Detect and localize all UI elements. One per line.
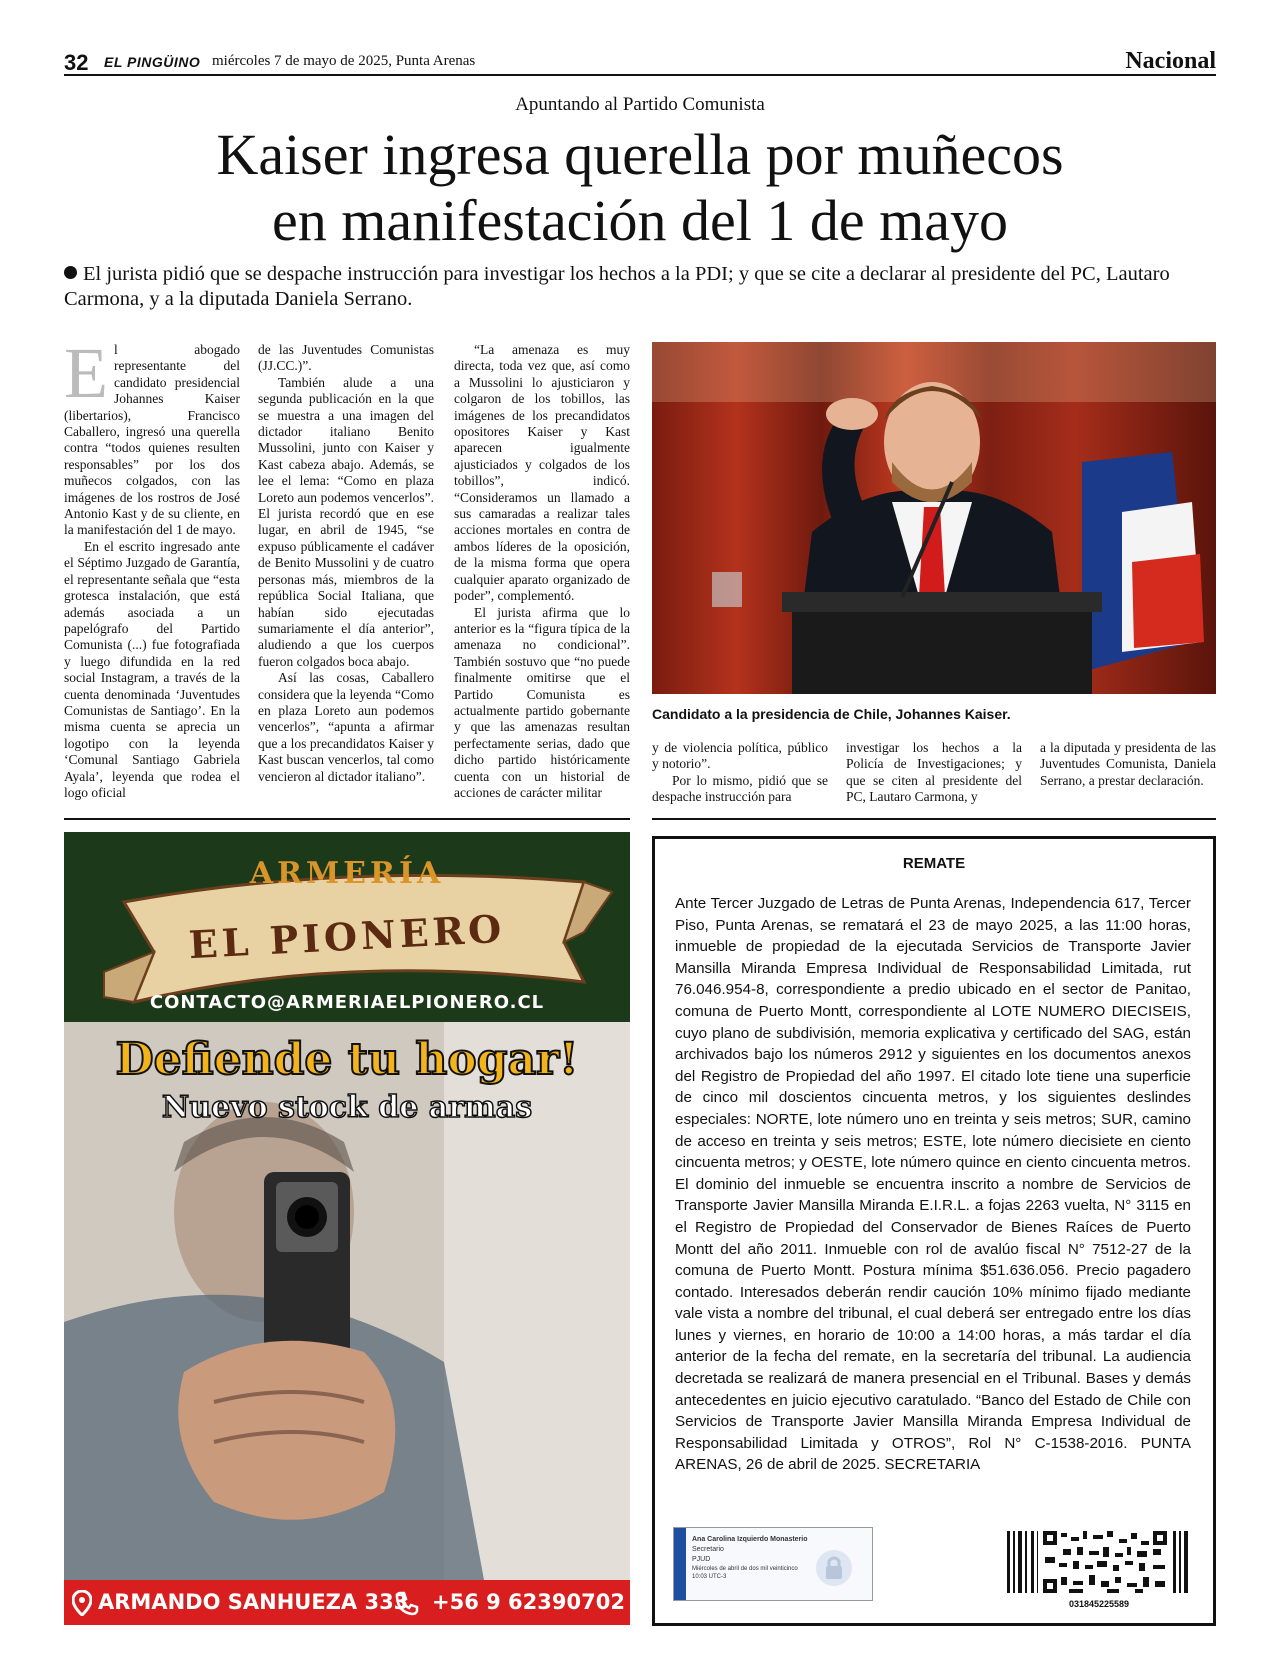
lock-icon [814, 1548, 854, 1588]
phone-icon [394, 1590, 420, 1616]
page-header [64, 48, 1216, 76]
paragraph: También alude a una segunda publicación en la que se muestra a una imagen del dictador italiano Benito Mussolini, junto con Kaiser y Kast cabeza abajo. Además, se lee el lema: “Como en plaza Loreto aun podemos vencerlos”. El jurista recordó que en ese lugar, en abril de 1945, “se expuso públicamente el cadáver de Benito Mussolini y de cuatro personas más, miembros de la república Social Italiana, que habían sido ejecutadas sumariamente el día anterior”, aludiendo a que los cuerpos fueron colgados boca abajo. [258, 374, 434, 669]
deck-text: El jurista pidió que se despache instrucción para investigar los hechos a la PDI; y que se cite a declarar al presidente del PC, Lautaro Carmona, y a la diputada Daniela Serrano. [64, 263, 1170, 310]
ad-brand-line-2: EL PIONERO [187, 905, 507, 968]
ad-phone[interactable]: +56 9 62390702 [432, 1590, 625, 1614]
article-column-3 [454, 342, 630, 801]
remate-title: REMATE [902, 855, 966, 872]
dateline: miércoles 7 de mayo de 2025, Punta Arenas [212, 53, 476, 69]
article-column-2 [258, 342, 434, 785]
article-kicker: Apuntando al Partido Comunista [515, 94, 765, 115]
paragraph: Así las cosas, Caballero considera que la leyenda “Como en plaza Loreto aun podemos vencerlos”, “apunta a afirmar que a los precandidatos Kaiser y Kast buscan vencerlos, tal como vencieron al dictador italiano”. [258, 670, 434, 784]
divider [64, 818, 630, 820]
paragraph-text: l abogado representante del candidato presidencial Johannes Kaiser (libertarios), Francisco Caballero, ingresó una querella contra “todos quienes resulten responsables” por los dos muñecos colgados, con las imágenes de los rostros de José Antonio Kast y de su cliente, en la manifestación del 1 de mayo. [64, 342, 240, 538]
ad-slogan: Defiende tu hogar! [115, 1034, 579, 1085]
remate-body: Ante Tercer Juzgado de Letras de Punta Arenas, Independencia 617, Tercer Piso, Punta Arenas, se rematará el 23 de mayo 2025, a las 11:00 horas, inmueble de propiedad de la ejecutada Servicios de Transporte Javier Mansilla Miranda Empresa Individual de Responsabilidad Limitada, rut 76.046.954-8, correspondiente a predio ubicado en el sector de Panitao, comuna de Puerto Montt, correspondiente al LOTE NUMERO DIECISEIS, cuyo plano de subdivisión, memoria explicativa y certificado del SAG, están archivados bajo los números 2912 y siguientes en los documentos anexos del Registro de Propiedad del año 1997. El citado lote tiene una superficie de cinco mil doscientos cincuenta metros, y los siguientes deslindes especiales: NORTE, lote número uno en treinta y seis metros; SUR, camino de acceso en treinta y seis metros; ESTE, lote número diecisiete en ciento cincuenta metros; y OESTE, lote número quince en ciento cincuenta metros. El dominio del inmueble se encuentra inscrito a nombre de Servicios de Transporte Javier Mansilla Miranda E.I.R.L. a fojas 2263 vuelta, N° 3115 en el Registro de Propiedad del Conservador de Bienes Raíces de Puerto Montt del año 2011. Inmueble con rol de avalúo fiscal N° 7512-27 de la comuna de Puerto Montt. Postura mínima $51.636.056. Precio pagadero contado. Interesados deberán rendir caución 10% mínimo fijado mediante vale vista a nombre del tribunal, el cual deberá ser entregado entre los días lunes y viernes, en horario de 10:00 a 14:00 horas, a más tardar el día anterior de la fecha del remate, en la secretaría del tribunal. La audiencia decretada se realizará de manera presencial en el Tribunal. Bases y demás antecedentes en juicio ejecutivo caratulado. “Banco del Estado de Chile con Servicios de Transporte Javier Mansilla Miranda Empresa Individual de Responsabilidad Limitada y OTROS”, Rol N° C-1538-2016. PUNTA ARENAS, 26 de abril de 2025. SECRETARIA [675, 895, 1191, 1474]
photo-kaiser-podium [652, 342, 1216, 694]
paragraph: El jurista afirma que lo anterior es la “figura típica de la amenaza no condicional”. También sostuvo que “no puede finalmente omitirse que el Partido Comunista es actualmente partido gobernante y que las amenazas resultan perfectamente serias, dado que dicho partido históricamente cuenta con un historial de acciones de carácter militar [454, 604, 630, 800]
signature-stripe [674, 1528, 686, 1600]
verification-barcode [1007, 1531, 1191, 1593]
paragraph: investigar los hechos a la Policía de Investigaciones; y que se citen al presidente del PC, Lautaro Carmona, y [846, 740, 1022, 805]
paragraph: y de violencia política, público y notorio”. [652, 740, 828, 772]
article-column-4 [652, 740, 828, 806]
paragraph: Por lo mismo, pidió que se despache instrucción para [652, 772, 828, 805]
signer-org: PJUD [692, 1556, 711, 1563]
signer-note: Miércoles de abril de dos mil veinticinco [692, 1566, 798, 1572]
signer-name: Ana Carolina Izquierdo Monasterio [692, 1536, 808, 1543]
paragraph: En el escrito ingresado ante el Séptimo Juzgado de Garantía, el representante señala que “esta grotesca instalación, que está además asociada a un papelógrafo del Partido Comunista (...) fue fotografiada y luego difundida en la red social Instagram, a través de la cuenta denominada ‘Juventudes Comunistas de Santiago’. En la misma cuenta se aprecia un logotipo con la leyenda ‘Comunal Santiago Gabriela Ayala’, leyenda que rodea el logo oficial [64, 538, 240, 800]
article-column-1 [64, 333, 240, 801]
masthead-logo: EL PINGÜINO [104, 54, 201, 70]
drop-cap: E [64, 333, 108, 413]
headline-line-1: Kaiser ingresa querella por muñecos [216, 122, 1064, 187]
ad-footer [64, 1580, 630, 1625]
bullet-icon [64, 266, 77, 279]
article-column-5 [846, 740, 1022, 806]
page-number: 32 [64, 50, 89, 75]
photo-caption: Candidato a la presidencia de Chile, Johannes Kaiser. [652, 706, 1011, 722]
verification-code: 031845225589 [1068, 1599, 1130, 1609]
ad-brand-line-1: ARMERÍA [249, 856, 445, 891]
ad-email[interactable]: CONTACTO@ARMERIAELPIONERO.CL [149, 992, 545, 1013]
paragraph: “La amenaza es muy directa, toda vez que, así como a Mussolini lo ajusticiaron y colgaron de los tobillos, las imágenes de los precandidatos opositores Kaiser y Kast aparecen igualmente ajusticiados y colgados de los tobillos”, indicó. “Consideramos un llamado a sus camaradas a realizar tales acciones mortales en contra de ambos líderes de la oposición, de la misma forma que opera cualquier aparato organizado de poder”, complementó. [454, 342, 630, 604]
paragraph [64, 333, 240, 539]
signer-time: 10:03 UTC-3 [692, 1574, 727, 1580]
location-pin-icon [72, 1590, 92, 1616]
ad-photo [64, 1022, 630, 1580]
article-headline [0, 122, 1280, 254]
armeria-advertisement[interactable] [64, 832, 630, 1625]
section-title: Nacional [1125, 48, 1216, 74]
signer-role: Secretario [692, 1546, 724, 1553]
headline-line-2: en manifestación del 1 de mayo [271, 188, 1009, 253]
ad-header [64, 832, 630, 1022]
article-deck [64, 262, 1216, 312]
ad-address: ARMANDO SANHUEZA 333 [98, 1590, 409, 1614]
paragraph: de las Juventudes Comunistas (JJ.CC.)”. [258, 342, 434, 374]
paragraph: a la diputada y presidenta de las Juventudes Comunista, Daniela Serrano, a prestar declaración. [1040, 740, 1216, 788]
remate-notice [652, 836, 1216, 1626]
article-photo [652, 342, 1216, 694]
electronic-signature-box [673, 1527, 873, 1601]
ad-subslogan: Nuevo stock de armas [161, 1090, 533, 1125]
divider [652, 818, 1216, 820]
article-column-6 [1040, 740, 1216, 789]
